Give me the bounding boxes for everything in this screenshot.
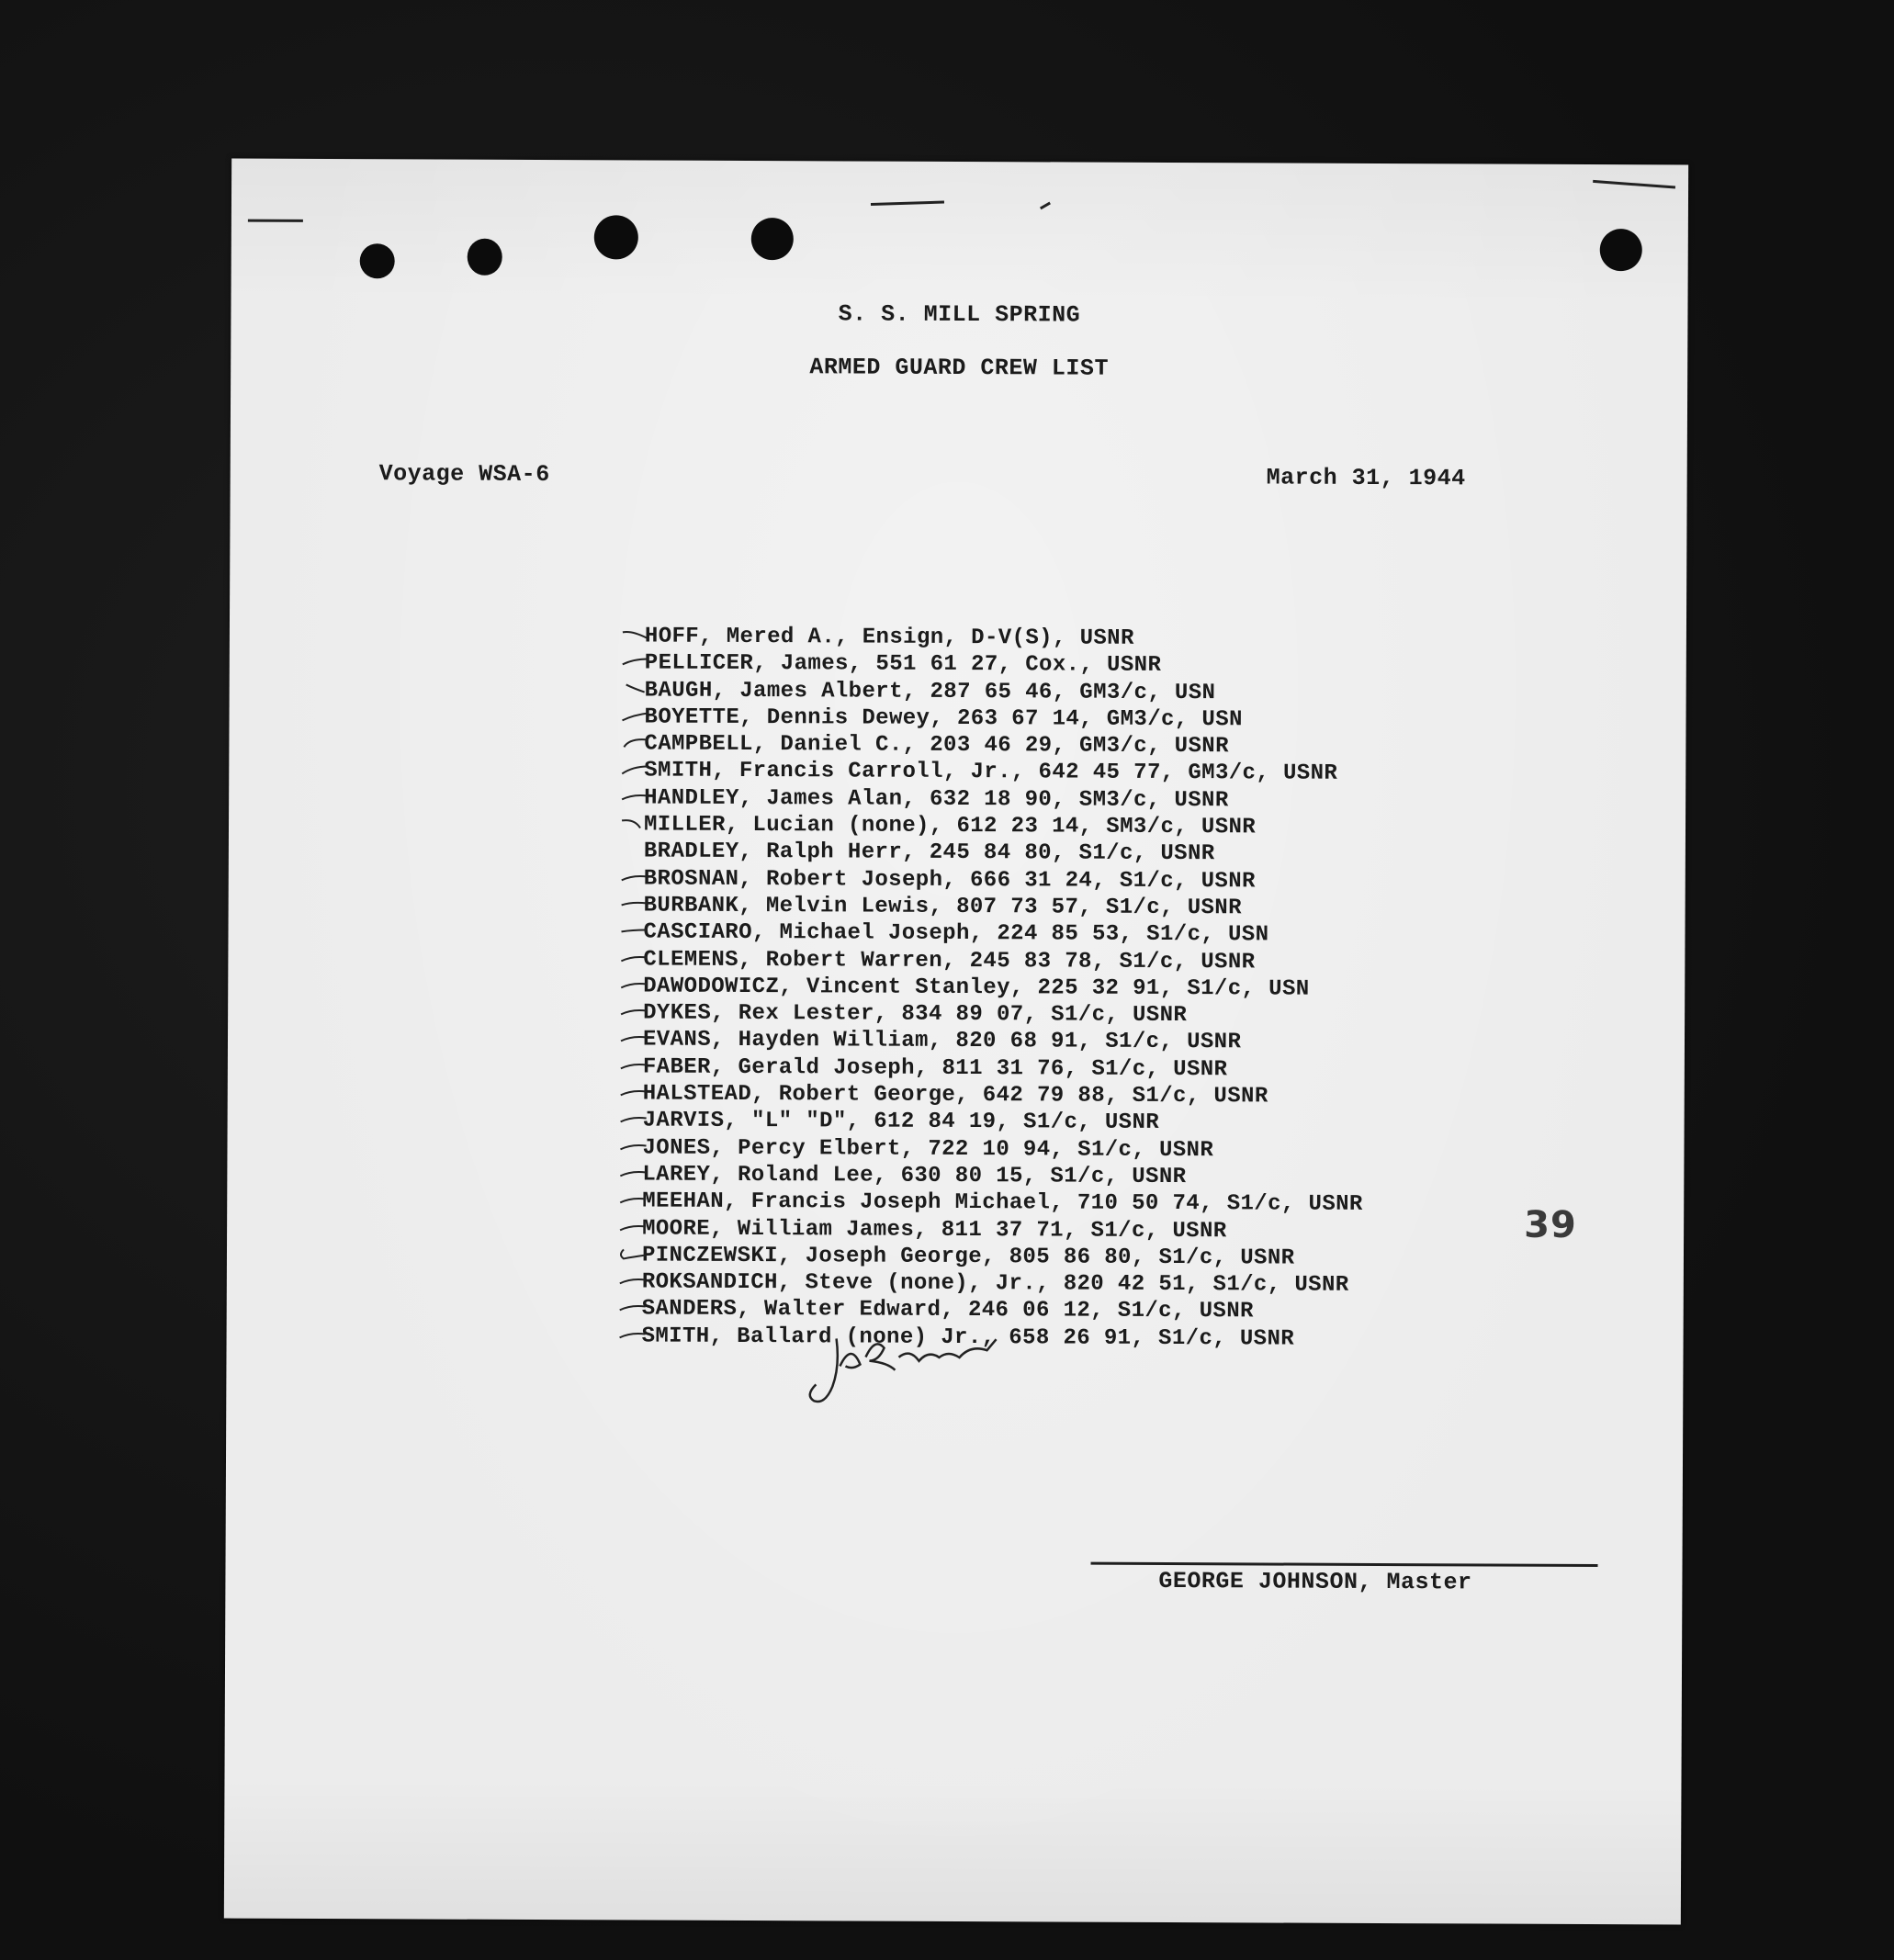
crew-entry: [644, 839, 1365, 869]
crew-entry: [643, 1000, 1364, 1031]
crew-entry-text: BRADLEY, Ralph Herr, 245 84 80, S1/c, USNR: [643, 839, 1215, 867]
margin-mark: [1040, 202, 1051, 210]
voyage-label: Voyage WSA-6: [378, 460, 550, 489]
punch-hole: [360, 243, 395, 278]
pencil-tick-icon: [620, 817, 649, 829]
crew-entry-text: HANDLEY, James Alan, 632 18 90, SM3/c, USNR: [644, 785, 1229, 814]
pencil-tick-icon: [619, 978, 648, 991]
crew-entry-text: DAWODOWICZ, Vincent Stanley, 225 32 91, S1/c, USN: [643, 974, 1310, 1002]
crew-entry: [643, 973, 1364, 1003]
crew-entry-text: CASCIARO, Michael Joseph, 224 85 53, S1/c, USN: [643, 919, 1269, 948]
document-page: [224, 159, 1688, 1925]
crew-entry: [642, 1269, 1363, 1300]
crew-entry: [643, 919, 1364, 950]
pencil-tick-icon: [618, 1166, 648, 1179]
crew-entry-text: MEEHAN, Francis Joseph Michael, 710 50 74, S1/c, USNR: [642, 1188, 1363, 1218]
crew-entry-text: BROSNAN, Robert Joseph, 666 31 24, S1/c, USNR: [643, 866, 1256, 895]
pencil-tick-icon: [619, 1032, 648, 1045]
crew-entry-text: CAMPBELL, Daniel C., 203 46 29, GM3/c, USNR: [644, 731, 1229, 760]
crew-entry-text: MILLER, Lucian (none), 612 23 14, SM3/c, USNR: [643, 812, 1257, 840]
margin-mark: [871, 201, 944, 206]
crew-entry-text: HOFF, Mered A., Ensign, D-V(S), USNR: [644, 624, 1134, 651]
crew-entry-text: BOYETTE, Dennis Dewey, 263 67 14, GM3/c, USN: [644, 704, 1243, 733]
margin-mark: [1593, 180, 1675, 189]
crew-entry-text: SANDERS, Walter Edward, 246 06 12, S1/c, USNR: [641, 1296, 1254, 1324]
pencil-tick-icon: [618, 1194, 648, 1207]
pencil-tick-icon: [620, 737, 649, 749]
crew-entry: [642, 1134, 1363, 1165]
crew-entry: [642, 1296, 1363, 1326]
pencil-tick-icon: [619, 952, 648, 964]
crew-entry-text: PINCZEWSKI, Joseph George, 805 86 80, S1/c, USNR: [641, 1243, 1295, 1271]
handwritten-initials: [799, 1329, 1038, 1422]
pencil-tick-icon: [620, 844, 649, 857]
punch-hole: [468, 239, 502, 276]
crew-entry-text: JONES, Percy Elbert, 722 10 94, S1/c, USNR: [642, 1135, 1214, 1163]
crew-entry: [643, 946, 1364, 976]
crew-entry-text: EVANS, Hayden William, 820 68 91, S1/c, USNR: [642, 1027, 1242, 1055]
pencil-tick-icon: [618, 1140, 648, 1153]
crew-entry: [644, 812, 1365, 842]
punch-hole: [751, 218, 794, 260]
crew-entry-text: LAREY, Roland Lee, 630 80 15, S1/c, USNR: [642, 1162, 1187, 1190]
crew-entry: [643, 1027, 1364, 1057]
crew-entry-text: DYKES, Rex Lester, 834 89 07, S1/c, USNR: [643, 1000, 1188, 1029]
page-number-stamp: 39: [1524, 1203, 1577, 1246]
pencil-tick-icon: [621, 656, 650, 669]
crew-entry-text: FABER, Gerald Joseph, 811 31 76, S1/c, USNR: [642, 1054, 1228, 1083]
crew-entry-text: ROKSANDICH, Steve (none), Jr., 820 42 51, S1/c, USNR: [641, 1269, 1349, 1298]
pencil-tick-icon: [620, 871, 649, 884]
crew-entry-text: SMITH, Ballard (none) Jr., 658 26 91, S1/c, USNR: [641, 1324, 1295, 1352]
crew-entry-text: PELLICER, James, 551 61 27, Cox., USNR: [644, 650, 1162, 679]
ship-name-title: S. S. MILL SPRING: [838, 300, 1081, 329]
crew-entry: [643, 1053, 1364, 1084]
crew-entry: [644, 731, 1365, 761]
pencil-tick-icon: [620, 790, 649, 803]
crew-entry: [644, 865, 1365, 896]
signature-line: [1091, 1562, 1598, 1567]
document-date: March 31, 1944: [1266, 464, 1466, 492]
margin-mark: [248, 220, 303, 222]
crew-entry-text: SMITH, Francis Carroll, Jr., 642 45 77, GM3/c, USNR: [644, 758, 1338, 787]
crew-entry-text: HALSTEAD, Robert George, 642 79 88, S1/c, USNR: [642, 1081, 1268, 1110]
pencil-tick-icon: [619, 1059, 648, 1072]
crew-entry: [642, 1215, 1363, 1245]
signatory-name: GEORGE JOHNSON, Master: [1158, 1567, 1472, 1596]
pencil-tick-icon: [619, 1113, 648, 1126]
document-subtitle: ARMED GUARD CREW LIST: [809, 354, 1110, 382]
pencil-tick-icon: [621, 682, 650, 695]
crew-entry: [643, 1108, 1364, 1138]
pencil-tick-icon: [620, 763, 649, 776]
pencil-tick-icon: [619, 1006, 648, 1019]
pencil-tick-icon: [618, 1275, 648, 1288]
crew-entry: [643, 1081, 1364, 1111]
pencil-tick-icon: [621, 709, 650, 722]
pencil-tick-icon: [619, 925, 648, 938]
crew-entry: [644, 892, 1365, 922]
pencil-tick-icon: [619, 1086, 648, 1098]
crew-entry-text: BAUGH, James Albert, 287 65 46, GM3/c, USN: [644, 678, 1216, 705]
pencil-tick-icon: [618, 1221, 648, 1233]
crew-entry: [645, 650, 1366, 681]
crew-entry: [642, 1161, 1363, 1191]
punch-hole: [594, 215, 638, 259]
crew-entry: [644, 784, 1365, 815]
crew-entry: [645, 677, 1366, 707]
pencil-tick-icon: [618, 1301, 648, 1314]
crew-entry-text: BURBANK, Melvin Lewis, 807 73 57, S1/c, USNR: [643, 893, 1243, 921]
crew-entry-text: MOORE, William James, 811 37 71, S1/c, USNR: [642, 1216, 1227, 1244]
crew-list: [642, 624, 1366, 1353]
pencil-tick-icon: [618, 1247, 648, 1260]
crew-entry: [644, 704, 1365, 734]
crew-entry-text: CLEMENS, Robert Warren, 245 83 78, S1/c, USNR: [643, 947, 1256, 974]
pencil-tick-icon: [618, 1328, 648, 1341]
crew-entry: [644, 758, 1365, 788]
crew-entry: [642, 1188, 1363, 1219]
crew-entry: [645, 624, 1366, 654]
crew-entry: [642, 1242, 1363, 1272]
punch-hole: [1600, 229, 1642, 271]
crew-entry-text: JARVIS, "L" "D", 612 84 19, S1/c, USNR: [642, 1108, 1160, 1136]
pencil-tick-icon: [620, 897, 649, 910]
pencil-tick-icon: [621, 628, 650, 641]
